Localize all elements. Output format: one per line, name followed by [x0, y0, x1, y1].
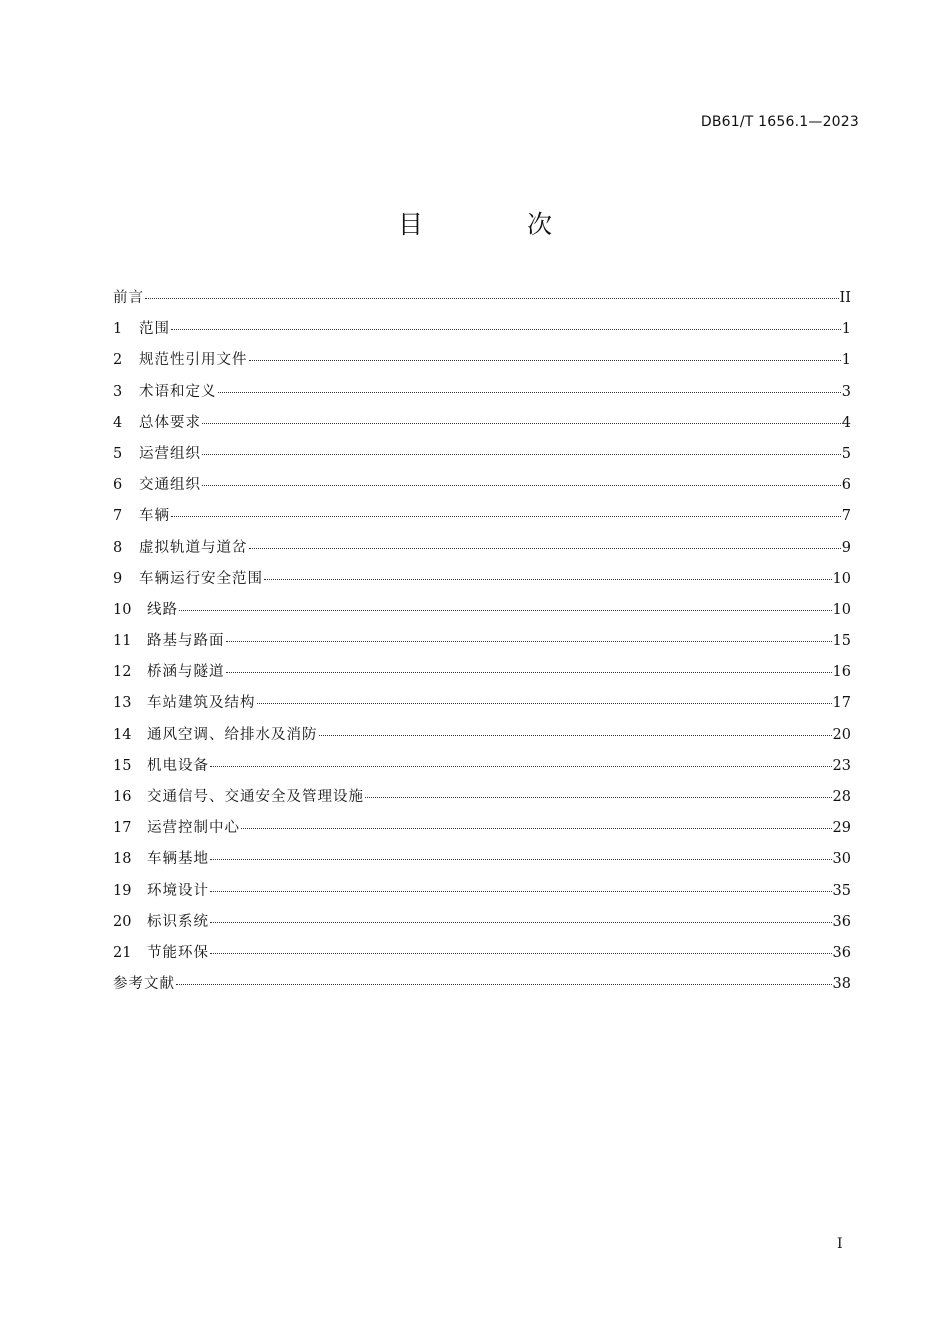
toc-entry-page: 28	[832, 789, 851, 805]
toc-entry[interactable]	[113, 626, 851, 657]
toc-entry-page: 4	[841, 414, 851, 431]
toc-entry-number: 12	[113, 664, 132, 681]
toc-entry-number: 14	[113, 726, 132, 743]
toc-entry-number: 13	[113, 695, 132, 712]
toc-entry[interactable]	[113, 876, 851, 907]
toc-dot-leader	[249, 547, 841, 549]
toc-entry-label: 交通信号、交通安全及管理设施	[147, 789, 364, 805]
toc-entry-label: 总体要求	[139, 414, 201, 431]
toc-entry-label: 范围	[139, 321, 170, 338]
toc-entry[interactable]	[113, 345, 851, 376]
toc-entry[interactable]	[113, 688, 851, 719]
toc-entry[interactable]	[113, 907, 851, 938]
toc-entry[interactable]	[113, 782, 851, 813]
toc-dot-leader	[171, 515, 841, 517]
toc-entry-page: 35	[832, 882, 851, 899]
toc-entry-number: 4	[113, 414, 123, 431]
toc-entry-label: 运营组织	[139, 445, 201, 462]
toc-dot-leader	[210, 765, 832, 767]
toc-entry-label: 标识系统	[147, 913, 209, 930]
toc-entry-label: 参考文献	[113, 976, 175, 993]
toc-entry-page: 23	[832, 757, 851, 774]
toc-entry-number: 5	[113, 445, 123, 462]
toc-entry[interactable]	[113, 657, 851, 688]
toc-entry-page: II	[839, 290, 851, 306]
toc-entry-number: 1	[113, 321, 123, 338]
toc-dot-leader	[226, 671, 832, 673]
toc-entry-page: 36	[832, 944, 851, 961]
toc-entry-number: 11	[113, 633, 132, 650]
table-of-contents	[113, 283, 851, 1000]
toc-entry[interactable]	[113, 314, 851, 345]
toc-entry-number: 16	[113, 789, 132, 805]
toc-entry-page: 6	[841, 477, 851, 494]
toc-entry-page: 3	[841, 383, 851, 400]
toc-entry-number: 20	[113, 913, 132, 930]
toc-dot-leader	[319, 734, 832, 736]
toc-dot-leader	[202, 422, 841, 424]
toc-dot-leader	[365, 796, 832, 798]
document-code: DB61/T 1656.1—2023	[700, 114, 859, 130]
toc-entry[interactable]	[113, 938, 851, 969]
toc-entry-label: 车辆	[139, 508, 170, 525]
toc-entry-label: 车站建筑及结构	[147, 695, 256, 712]
toc-entry-label: 运营控制中心	[147, 820, 240, 837]
toc-entry-number: 8	[113, 539, 123, 556]
toc-entry-label: 交通组织	[139, 477, 201, 494]
toc-entry[interactable]	[113, 377, 851, 408]
toc-dot-leader	[257, 702, 832, 704]
page-number: I	[837, 1236, 843, 1252]
toc-entry-number: 6	[113, 477, 123, 494]
toc-entry-label: 术语和定义	[139, 383, 217, 400]
toc-entry-label: 车辆基地	[147, 851, 209, 868]
toc-entry-page: 9	[841, 539, 851, 556]
toc-entry-label: 虚拟轨道与道岔	[139, 539, 248, 556]
toc-entry-page: 38	[832, 976, 851, 993]
toc-dot-leader	[264, 578, 832, 580]
toc-entry[interactable]	[113, 501, 851, 532]
toc-dot-leader	[210, 921, 832, 923]
toc-dot-leader	[179, 609, 832, 611]
toc-entry[interactable]	[113, 969, 851, 1000]
toc-entry-number: 21	[113, 944, 132, 961]
toc-entry-label: 前言	[113, 290, 144, 306]
toc-entry-label: 桥涵与隧道	[147, 664, 225, 681]
toc-entry-page: 10	[832, 570, 851, 587]
toc-entry-label: 环境设计	[147, 882, 209, 899]
toc-entry-page: 15	[832, 633, 851, 650]
toc-entry-page: 20	[832, 726, 851, 743]
toc-dot-leader	[202, 484, 841, 486]
toc-dot-leader	[210, 858, 832, 860]
toc-entry[interactable]	[113, 533, 851, 564]
toc-entry-label: 机电设备	[147, 757, 209, 774]
toc-entry[interactable]	[113, 564, 851, 595]
toc-entry-page: 17	[832, 695, 851, 712]
toc-entry-label: 节能环保	[147, 944, 209, 961]
toc-entry[interactable]	[113, 408, 851, 439]
toc-title: 目 次	[398, 210, 600, 239]
toc-entry-page: 10	[832, 601, 851, 618]
toc-entry-page: 16	[832, 664, 851, 681]
toc-entry-page: 7	[841, 508, 851, 525]
toc-entry-number: 3	[113, 383, 123, 400]
toc-entry-label: 路基与路面	[147, 633, 225, 650]
toc-entry-number: 15	[113, 757, 132, 774]
toc-dot-leader	[210, 952, 832, 954]
toc-entry-number: 18	[113, 851, 132, 868]
toc-dot-leader	[241, 827, 832, 829]
toc-entry-number: 17	[113, 820, 132, 837]
toc-entry[interactable]	[113, 595, 851, 626]
toc-dot-leader	[249, 359, 841, 361]
toc-dot-leader	[210, 890, 832, 892]
toc-dot-leader	[202, 453, 841, 455]
toc-entry[interactable]	[113, 844, 851, 875]
toc-dot-leader	[176, 983, 832, 985]
toc-entry-number: 19	[113, 882, 132, 899]
toc-entry-label: 规范性引用文件	[139, 352, 248, 369]
toc-entry[interactable]	[113, 720, 851, 751]
toc-dot-leader	[145, 297, 839, 299]
toc-entry-number: 9	[113, 570, 123, 587]
toc-entry-number: 7	[113, 508, 123, 525]
toc-entry-number: 2	[113, 352, 123, 369]
toc-entry-label: 通风空调、给排水及消防	[147, 726, 318, 743]
toc-entry-label: 车辆运行安全范围	[139, 570, 263, 587]
toc-entry-page: 30	[832, 851, 851, 868]
toc-dot-leader	[218, 391, 841, 393]
toc-entry-page: 5	[841, 445, 851, 462]
toc-entry[interactable]	[113, 813, 851, 844]
toc-entry[interactable]	[113, 751, 851, 782]
toc-entry[interactable]	[113, 439, 851, 470]
toc-dot-leader	[226, 640, 832, 642]
toc-entry[interactable]	[113, 470, 851, 501]
toc-dot-leader	[171, 328, 841, 330]
toc-entry[interactable]	[113, 283, 851, 314]
toc-entry-page: 36	[832, 913, 851, 930]
toc-entry-page: 1	[841, 321, 851, 338]
toc-entry-label: 线路	[147, 601, 178, 618]
toc-entry-number: 10	[113, 601, 132, 618]
toc-entry-page: 29	[832, 820, 851, 837]
toc-entry-page: 1	[841, 352, 851, 369]
